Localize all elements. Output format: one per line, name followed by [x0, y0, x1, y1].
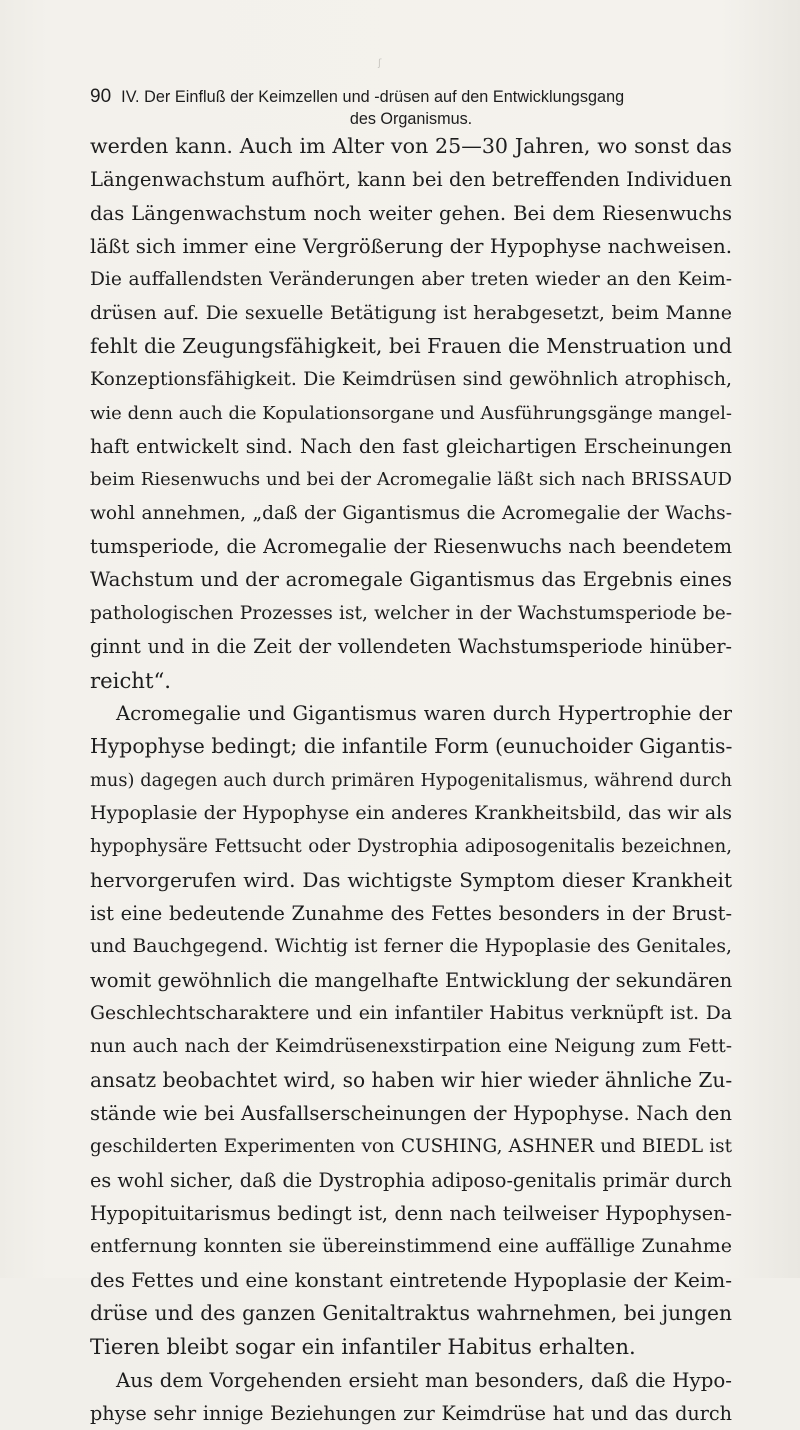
- text-line: Wachstum und der acromegale Gigantismus das Ergebnis eines: [90, 568, 732, 592]
- text-line: ist eine bedeutende Zunahme des Fettes besonders in der Brust-: [90, 901, 732, 925]
- text-line: hervorgerufen wird. Das wichtigste Symptom dieser Krankheit: [90, 867, 732, 892]
- text-line: womit gewöhnlich die mangelhafte Entwicklung der sekundären: [90, 968, 733, 992]
- text-line: Hypopituitarismus bedingt ist, denn nach teilweiser Hypophysen-: [90, 1202, 732, 1225]
- page-number: 90: [90, 86, 112, 107]
- text-line: nun auch nach der Keimdrüsenexstirpation eine Neigung zum Fett-: [90, 1036, 732, 1058]
- text-line: Geschlechtscharaktere und ein infantiler Habitus verknüpft ist. Da: [90, 1002, 732, 1024]
- running-title: IV. Der Einfluß der Keimzellen und -drüsen auf den Entwicklungsgang: [121, 88, 625, 106]
- running-header: [90, 86, 730, 129]
- text-line: des Fettes und eine konstant eintretende Hypoplasie der Keim-: [90, 1267, 732, 1292]
- text-line: und Bauchgegend. Wichtig ist ferner die Hypoplasie des Genitales,: [90, 936, 732, 958]
- text-line: Konzeptionsfähigkeit. Die Keimdrüsen sind gewöhnlich atrophisch,: [90, 369, 732, 391]
- paper-speck: ʃ: [378, 58, 382, 69]
- body-text: [90, 130, 732, 1430]
- text-line: Längenwachstum aufhört, kann bei den betreffenden Individuen: [90, 168, 732, 192]
- running-header-line: [90, 86, 730, 108]
- text-line: das Längenwachstum noch weiter gehen. Bei dem Riesenwuchs: [90, 201, 732, 225]
- text-line: Hypophyse bedingt; die infantile Form (eunuchoider Gigantis-: [90, 734, 733, 759]
- running-subtitle: des Organismus.: [349, 110, 473, 128]
- text-line: stände wie bei Ausfallserscheinungen der Hypophyse. Nach den: [90, 1101, 732, 1125]
- text-line: werden kann. Auch im Alter von 25—30 Jahren, wo sonst das: [90, 134, 732, 158]
- text-line: Acromegalie und Gigantismus waren durch Hypertrophie der: [116, 701, 732, 725]
- text-line: wohl annehmen, „daß der Gigantismus die Acromegalie der Wachs-: [90, 502, 732, 524]
- text-line: Hypoplasie der Hypophyse ein anderes Krankheitsbild, das wir als: [90, 801, 732, 824]
- text-line: Aus dem Vorgehenden ersieht man besonders, daß die Hypo-: [116, 1368, 732, 1392]
- text-line: es wohl sicher, daß die Dystrophia adiposo-genitalis primär durch: [90, 1168, 732, 1192]
- text-line: drüsen auf. Die sexuelle Betätigung ist herabgesetzt, beim Manne: [90, 301, 732, 324]
- text-line: reicht“.: [90, 667, 172, 693]
- text-line: haft entwickelt sind. Nach den fast gleichartigen Erscheinungen: [90, 435, 732, 459]
- text-line: drüse und des ganzen Genitaltraktus wahrnehmen, bei jungen: [90, 1301, 732, 1326]
- text-line: ansatz beobachtet wird, so haben wir hier wieder ähnliche Zu-: [90, 1067, 733, 1092]
- text-line: wie denn auch die Kopulationsorgane und Ausführungsgänge mangel-: [90, 402, 732, 424]
- text-line: beim Riesenwuchs und bei der Acromegalie läßt sich nach BRISSAUD: [90, 469, 732, 491]
- text-line: tumsperiode, die Acromegalie der Riesenwuchs nach beendetem: [90, 535, 732, 559]
- text-line: läßt sich immer eine Vergrößerung der Hypophyse nachweisen.: [90, 235, 732, 259]
- text-line: mus) dagegen auch durch primären Hypogenitalismus, während durch: [90, 769, 732, 791]
- text-line: ginnt und in die Zeit der vollendeten Wachstumsperiode hinüber-: [90, 635, 732, 659]
- text-line: hypophysäre Fettsucht oder Dystrophia adiposogenitalis bezeichnen,: [90, 836, 732, 858]
- text-line: Die auffallendsten Veränderungen aber treten wieder an den Keim-: [90, 269, 732, 291]
- text-line: fehlt die Zeugungsfähigkeit, bei Frauen die Menstruation und: [90, 334, 732, 359]
- text-line: pathologischen Prozesses ist, welcher in der Wachstumsperiode be-: [90, 602, 732, 624]
- text-line: entfernung konnten sie übereinstimmend eine auffällige Zunahme: [90, 1235, 732, 1258]
- text-line: Tieren bleibt sogar ein infantiler Habitus erhalten.: [90, 1334, 636, 1360]
- text-line: physe sehr innige Beziehungen zur Keimdrüse hat und das durch: [90, 1402, 732, 1426]
- text-line: geschilderten Experimenten von CUSHING, ASHNER und BIEDL ist: [90, 1136, 732, 1158]
